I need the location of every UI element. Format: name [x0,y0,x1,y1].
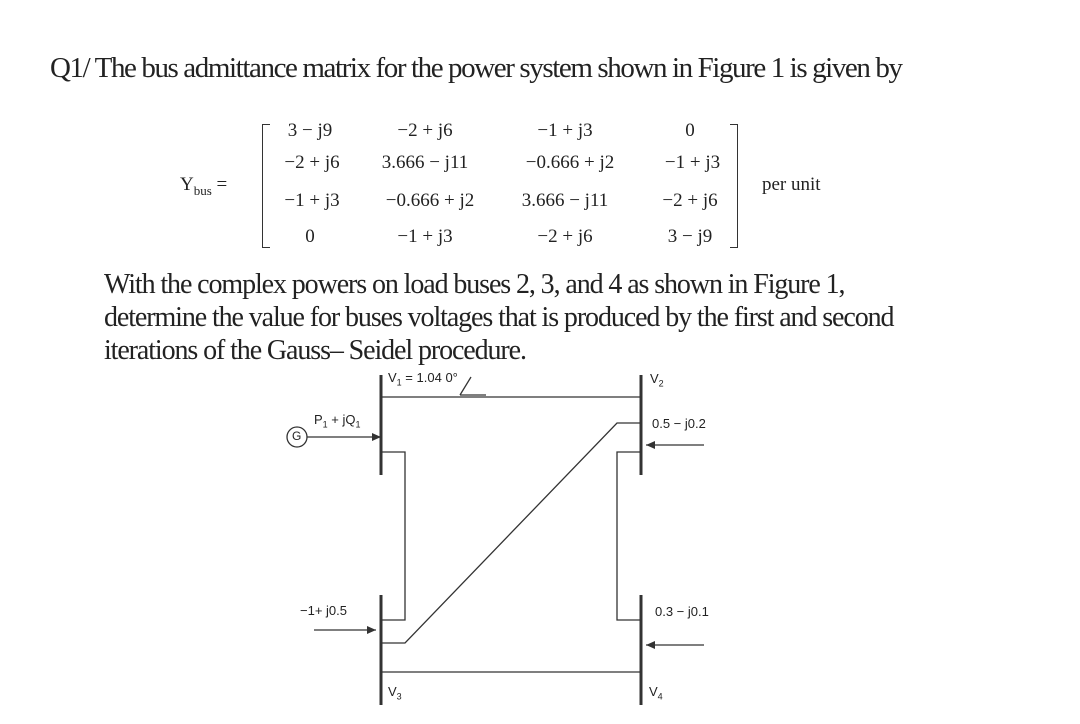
gen-q-sub: 1 [355,419,361,430]
matrix-cell: −1 + j3 [284,190,340,211]
v3-label [388,684,402,702]
gen-p-sub: 1 [322,419,328,430]
gen-mid: + jQ [327,412,356,427]
v1-prefix: V [388,370,397,385]
matrix-cell: −1 + j3 [397,226,453,247]
load-4-arrowhead [646,641,655,649]
v1-value: = 1.04 [401,370,442,385]
load-2-label: 0.5 − j0.2 [652,416,706,431]
line-1-3 [381,452,405,620]
paragraph-line: iterations of the Gauss– Seidel procedure. [104,335,526,366]
matrix-cell: −1 + j3 [664,152,721,173]
ybus-equals: = [216,174,228,195]
matrix-cell: −0.666 + j2 [525,152,615,173]
v2-prefix: V [650,371,659,386]
generator-symbol-label: G [292,429,302,443]
matrix-cell: −0.666 + j2 [385,190,475,211]
v1-angle: 0° [445,370,458,385]
matrix-cell: 3 − j9 [667,226,713,247]
matrix-cell: −2 + j6 [537,226,593,247]
matrix-cell: −2 + j6 [284,152,340,173]
v4-sub: 4 [657,691,663,702]
load-2-arrowhead [646,441,655,449]
v2-sub: 2 [658,378,664,389]
v4-label [649,684,663,702]
v1-sub: 1 [396,377,402,388]
paragraph-line: determine the value for buses voltages that is produced by the first and second [104,302,894,333]
matrix-cell: 0 [685,120,695,141]
ybus-sub: bus [193,182,212,198]
angle-symbol [460,377,471,395]
v2-label [650,371,664,389]
line-2-3 [381,423,641,643]
v1-label [388,370,458,388]
v4-prefix: V [649,684,658,699]
paragraph-line: With the complex powers on load buses 2, 3, and 4 as shown in Figure 1, [104,269,845,300]
v3-prefix: V [388,684,397,699]
line-2-4 [617,452,641,620]
v3-sub: 3 [396,691,402,702]
question-text: Q1/ The bus admittance matrix for the power system shown in Figure 1 is given by [50,52,902,84]
matrix-cell: 3.666 − j11 [381,152,469,173]
load-3-arrowhead [367,626,376,634]
generator-power-label [314,412,361,430]
matrix-cell: −1 + j3 [537,120,593,141]
matrix-cell: 0 [305,226,315,247]
matrix-cell: 3 − j9 [287,120,333,141]
matrix-cell: −2 + j6 [662,190,718,211]
ybus-main: Y [180,174,194,195]
gen-p: P [314,412,323,427]
matrix-cell: 3.666 − j11 [521,190,609,211]
per-unit-label: per unit [762,174,821,195]
load-4-label: 0.3 − j0.1 [655,604,709,619]
load-3-label: −1+ j0.5 [300,603,347,618]
matrix-cell: −2 + j6 [397,120,453,141]
